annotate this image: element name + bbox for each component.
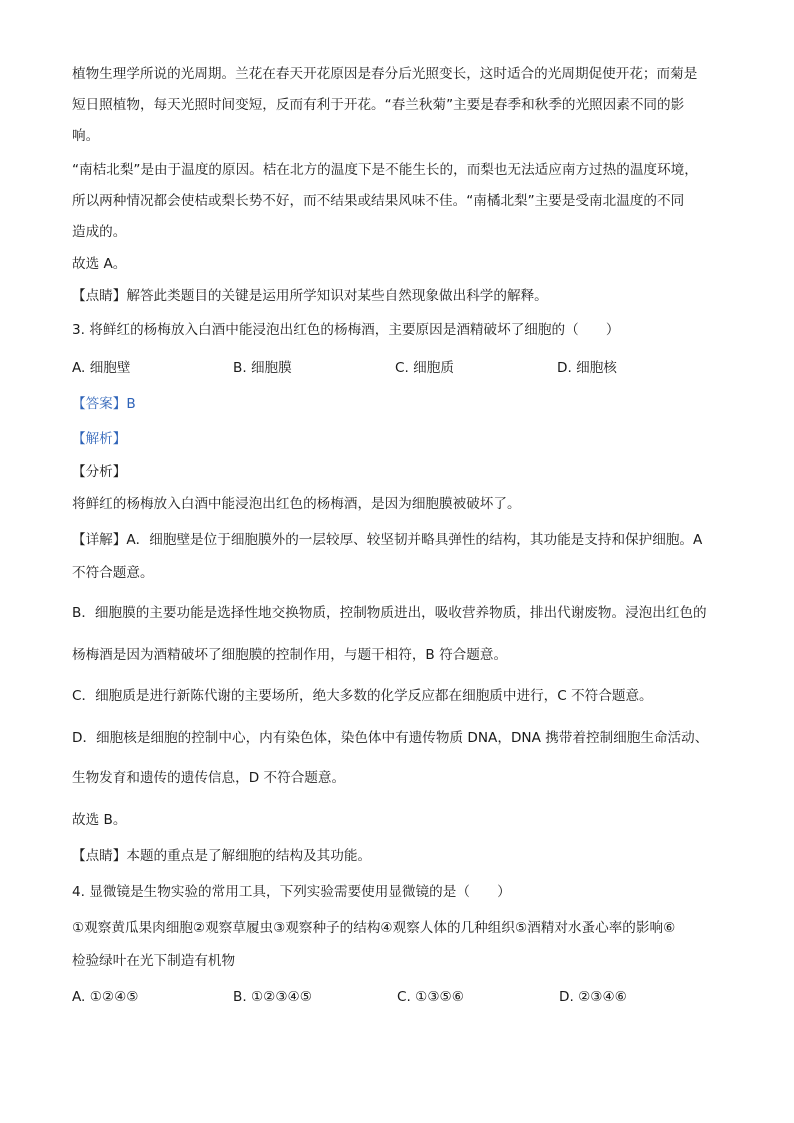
text-line: 响。 <box>72 128 100 144</box>
q3-detail-line: B．细胞膜的主要功能是选择性地交换物质，控制物质进出，吸收营养物质，排出代谢废物。浸泡出红色的 <box>72 605 707 621</box>
q3-fenxi-heading: 【分析】 <box>72 464 127 480</box>
q3-analysis-heading: 【解析】 <box>72 431 127 447</box>
text-line: 短日照植物，每天光照时间变短，反而有利于开花。“春兰秋菊”主要是春季和秋季的光照因素不同的影 <box>72 97 685 113</box>
q3-detail-line: 杨梅酒是因为酒精破坏了细胞膜的控制作用，与题干相符，B 符合题意。 <box>72 647 508 663</box>
q4-option-a: A. ①②④⑤ <box>72 989 139 1005</box>
q4-items-line: 检验绿叶在光下制造有机物 <box>72 953 236 969</box>
text-line: 植物生理学所说的光周期。兰花在春天开花原因是春分后光照变长，这时适合的光周期促使开花；而菊是 <box>72 66 698 82</box>
q3-detail-line: 生物发育和遗传的遗传信息，D 不符合题意。 <box>72 770 346 786</box>
q3-detail-line: 不符合题意。 <box>72 565 154 581</box>
q4-option-d: D. ②③④⑥ <box>559 989 627 1005</box>
question-3-stem: 3. 将鲜红的杨梅放入白酒中能浸泡出红色的杨梅酒，主要原因是酒精破坏了细胞的（ ） <box>72 322 620 338</box>
text-line: “南桔北梨”是由于温度的原因。桔在北方的温度下是不能生长的，而梨也无法适应南方过热的温度环境， <box>72 162 698 178</box>
q4-items-line: ①观察黄瓜果肉细胞②观察草履虫③观察种子的结构④观察人体的几种组织⑤酒精对水蚤心率的影响⑥ <box>72 920 676 936</box>
question-4-stem: 4. 显微镜是生物实验的常用工具，下列实验需要使用显微镜的是（ ） <box>72 884 511 900</box>
q3-detail-line: D．细胞核是细胞的控制中心，内有染色体，染色体中有遗传物质 DNA，DNA 携带着控制细胞生命活动、 <box>72 730 709 746</box>
text-line: 所以两种情况都会使桔或梨长势不好，而不结果或结果风味不佳。“南橘北梨”主要是受南北温度的不同 <box>72 193 685 209</box>
q3-conclusion: 故选 B。 <box>72 812 127 828</box>
tip-line: 【点睛】解答此类题目的关键是运用所学知识对某些自然现象做出科学的解释。 <box>72 288 548 304</box>
q4-option-b: B. ①②③④⑤ <box>233 989 312 1005</box>
q3-option-b: B. 细胞膜 <box>233 360 292 376</box>
text-line: 造成的。 <box>72 224 127 240</box>
q3-fenxi-text: 将鲜红的杨梅放入白酒中能浸泡出红色的杨梅酒，是因为细胞膜被破坏了。 <box>72 496 521 512</box>
q3-option-c: C. 细胞质 <box>395 360 454 376</box>
q4-option-c: C. ①③⑤⑥ <box>397 989 464 1005</box>
q3-answer: 【答案】B <box>72 396 136 412</box>
q3-option-a: A. 细胞壁 <box>72 360 131 376</box>
q3-option-d: D. 细胞核 <box>557 360 617 376</box>
q3-detail-line: 【详解】A．细胞壁是位于细胞膜外的一层较厚、较坚韧并略具弹性的结构，其功能是支持和保护细胞。A <box>72 532 703 548</box>
q3-detail-line: C．细胞质是进行新陈代谢的主要场所，绝大多数的化学反应都在细胞质中进行，C 不符合题意。 <box>72 688 653 704</box>
q3-tip: 【点睛】本题的重点是了解细胞的结构及其功能。 <box>72 848 372 864</box>
conclusion-line: 故选 A。 <box>72 256 127 272</box>
